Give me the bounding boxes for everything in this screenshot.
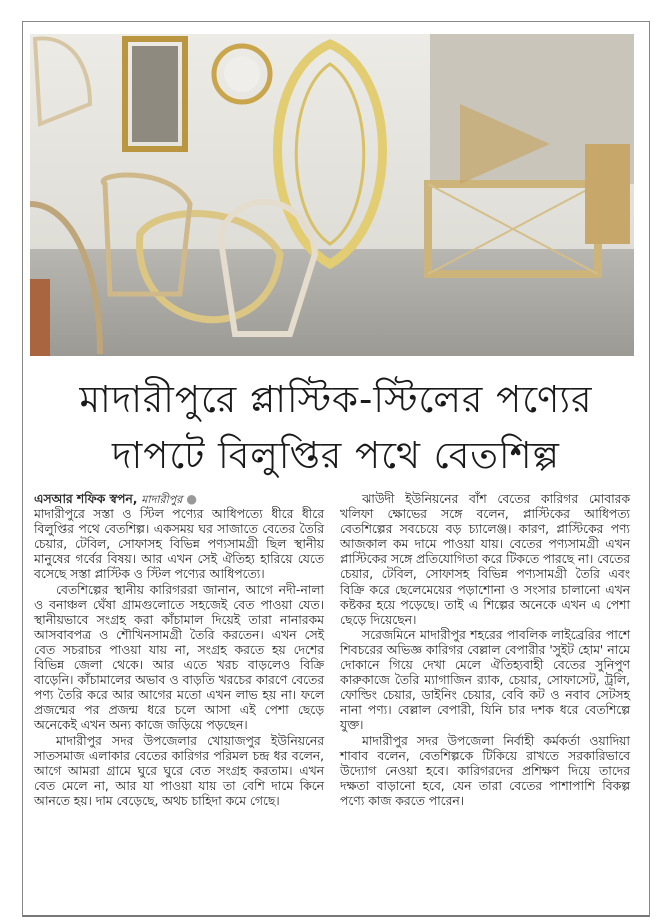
paragraph: বেতশিল্পের স্থানীয় কারিগররা জানান, আগে নদী-নালা ও বনাঞ্চল ঘেঁষা গ্রামগুলোতে সহজেই বেত পাওয়া যেত। স্থানীয়ভাবে সংগ্রহ করা কাঁচামাল দিয়েই তারা নানারকম আসবাবপত্র ও শৌখিনসামগ্রী তৈরি করতেন। এখন সেই বেত সচরাচর পাওয়া যায় না, সংগ্রহ করতে হয় দেশের বিভিন্ন জেলা থেকে। আর এতে খরচ বাড়লেও বিক্রি বাড়েনি। কাঁচামালের অভাব ও বাড়তি খরচের কারণে বেতের পণ্য তৈরি করে আর আগের মতো এখন লাভ হয় না। ফলে প্রজন্মের পর প্রজন্ম ধরে চলে আসা এই পেশা ছেড়ে অনেকেই এখন অন্য কাজে জড়িয়ে পড়ছেন। bbox=[34, 582, 324, 733]
paragraph: সরেজমিনে মাদারীপুর শহরের পাবলিক লাইব্রেরির পাশে শিবচরের অভিজ্ঞ কারিগর বেল্লাল বেপারীর 'সুইট হোম' নামে দোকানে গিয়ে দেখা মেলে ঐতিহ্যবাহী বেতের সুনিপুণ কারুকাজে তৈরি ম্যাগাজিন র‍্যাক, চেয়ার, সোফাসেট, ট্রলি, ফোল্ডিং চেয়ার, ডাইনিং চেয়ার, বেবি কট ও নবাব সেটসহ নানা পণ্য। বেল্লাল বেপারী, যিনি চার দশক ধরে বেতশিল্পে যুক্ত। bbox=[340, 627, 630, 733]
byline-place: মাদারীপুর bbox=[141, 493, 183, 506]
paragraph: ঝাউদী ইউনিয়নের বাঁশ বেতের কারিগর মোবারক খলিফা ক্ষোভের সঙ্গে বলেন, প্লাস্টিকের আধিপত্য বেতশিল্পের সবচেয়ে বড় চ্যালেঞ্জ। কারণ, প্লাস্টিকের পণ্য আজকাল কম দামে পাওয়া যায়। বেতের পণ্যসামগ্রী এখন প্লাস্টিকের সঙ্গে প্রতিযোগিতা করে টিকতে পারছে না। বেতের চেয়ার, টেবিল, সোফাসহ বিভিন্ন পণ্যসামগ্রী তৈরি এবং বিক্রি করে ছেলেমেয়ের পড়াশোনা ও সংসার চালানো এখন কষ্টকর হয়ে পড়েছে। তাই এ শিল্পের অনেকে এখন এ পেশা ছেড়ে দিয়েছেন। bbox=[340, 492, 630, 627]
article-headline bbox=[26, 372, 646, 484]
headline-line-1: মাদারীপুরে প্লাস্টিক-স্টিলের পণ্যের bbox=[79, 378, 593, 421]
bullet-icon: ● bbox=[186, 492, 197, 506]
paragraph: মাদারীপুর সদর উপজেলা নির্বাহী কর্মকর্তা ওয়াদিয়া শাবাব বলেন, বেতশিল্পকে টিকিয়ে রাখতে সরকারিভাবে উদ্যোগ নেওয়া হবে। কারিগরদের প্রশিক্ষণ দিয়ে তাদের দক্ষতা বাড়ানো হবে, যেন তারা বেতের পাশাপাশি বিকল্প পণ্যে কাজ করতে পারেন। bbox=[340, 733, 630, 808]
article-body bbox=[34, 492, 630, 809]
paragraph: মাদারীপুর সদর উপজেলার খোয়াজপুর ইউনিয়নের সাতসমাজ এলাকার বেতের কারিগর পরিমল চন্দ্র ধর বলেন, আগে আমরা গ্রামে ঘুরে ঘুরে বেত সংগ্রহ করতাম। এখন বেত মেলে না, আর যা পাওয়া যায় তা বেশি দামে কিনে আনতে হয়। দাম বেড়েছে, অথচ চাহিদা কমে গেছে। bbox=[34, 733, 324, 808]
headline-line-2: দাপটে বিলুপ্তির পথে বেতশিল্প bbox=[112, 434, 560, 477]
cane-furniture-photo bbox=[30, 34, 634, 356]
byline-author: এসআর শফিক স্বপন, bbox=[34, 492, 138, 506]
photo-illustration bbox=[30, 34, 634, 356]
left-column bbox=[34, 492, 324, 809]
right-column bbox=[340, 492, 630, 809]
paragraph: মাদারীপুরে সস্তা ও স্টিল পণ্যের আধিপত্যে ধীরে ধীরে বিলুপ্তির পথে বেতশিল্প। একসময় ঘর সাজাতে বেতের তৈরি চেয়ার, টেবিল, সোফাসহ বিভিন্ন পণ্যসামগ্রী ছিল স্থানীয় মানুষের গর্বের বিষয়। আর এখন সেই ঐতিহ্য হারিয়ে যেতে বসেছে সস্তা প্লাস্টিক ও স্টিল পণ্যের আধিপত্যে। bbox=[34, 507, 324, 582]
byline bbox=[34, 492, 324, 507]
